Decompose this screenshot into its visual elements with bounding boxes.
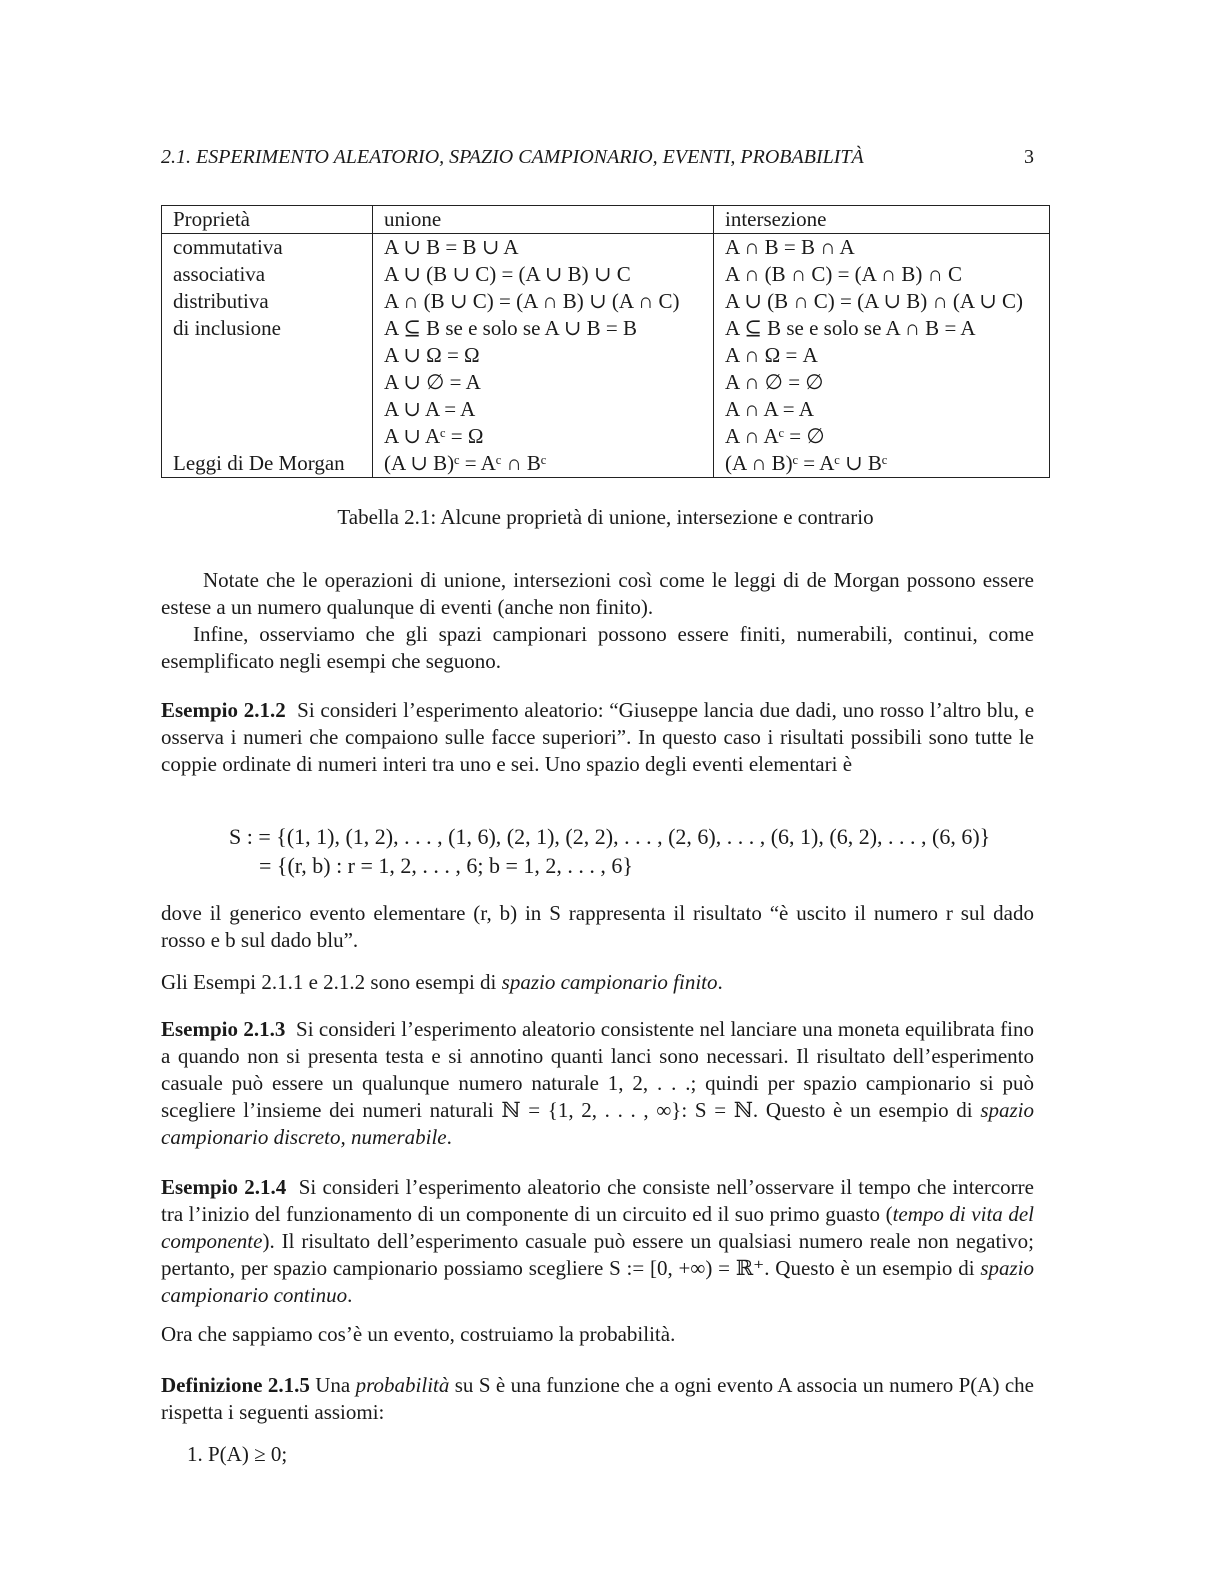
definition-text: Una — [315, 1373, 356, 1397]
paragraph: dove il generico evento elementare (r, b) in S rappresenta il risultato “è uscito il numero r sul dado rosso e b sul dado blu”. — [161, 901, 1034, 952]
example-emphasis: tempo di vita del componente — [161, 1202, 1034, 1253]
property-name — [162, 396, 373, 423]
union-formula: A ∪ ∅ = A — [373, 369, 714, 396]
table-row — [162, 288, 1050, 315]
equation-line: S : = {(1, 1), (1, 2), . . . , (1, 6), (2, 1), (2, 2), . . . , (2, 6), . . . , (6, 1), (6, 2), . . . , (6, 6)} — [229, 824, 991, 849]
example-2-1-4 — [161, 1174, 1034, 1309]
definition-label: Definizione 2.1.5 — [161, 1373, 310, 1397]
example-text: ). Il risultato dell’esperimento casuale può essere un qualsiasi numero reale non negativo; pertanto, per spazio campionario possiamo scegliere S := [0, +∞) = ℝ⁺. Questo è un esempio di — [161, 1229, 1034, 1280]
note-suffix: . — [717, 970, 723, 994]
example-emphasis: spazio campionario discreto, numerabile — [161, 1098, 1034, 1149]
intersection-formula: A ∪ (B ∩ C) = (A ∪ B) ∩ (A ∪ C) — [725, 289, 1023, 313]
table-caption: Tabella 2.1: Alcune proprietà di unione, intersezione e contrario — [337, 505, 874, 529]
definition-text: su S è una funzione che a ogni evento A associa un numero P(A) che rispetta i seguenti assiomi: — [161, 1373, 1034, 1424]
intersection-formula: A ∩ Aᶜ = ∅ — [725, 424, 825, 448]
example-text: Si consideri l’esperimento aleatorio: “Giuseppe lancia due dadi, uno rosso l’altro blu, e osserva i numeri che compaiono sulle facce superiori”. In questo caso i risultati possibili sono tutte le coppie ordinate di numeri interi tra uno e sei. Uno spazio degli eventi elementari è — [161, 698, 1035, 776]
table-row — [162, 450, 1050, 478]
example-emphasis: spazio campionario continuo — [161, 1256, 1034, 1307]
table-row — [162, 423, 1050, 450]
sample-space-equation — [229, 822, 990, 880]
table-header-cell: Proprietà — [162, 206, 373, 234]
equation-line: = {(r, b) : r = 1, 2, . . . , 6; b = 1, 2, . . . , 6} — [259, 853, 633, 878]
union-formula: A ∪ A = A — [373, 396, 714, 423]
property-name: distributiva — [162, 288, 373, 315]
union-formula: A ∪ B = B ∪ A — [373, 234, 714, 262]
union-formula: A ∩ (B ∪ C) = (A ∩ B) ∪ (A ∩ C) — [373, 288, 714, 315]
property-name — [162, 369, 373, 396]
union-formula: A ∪ (B ∪ C) = (A ∪ B) ∪ C — [373, 261, 714, 288]
example-suffix: . — [446, 1125, 452, 1149]
table-header-row — [162, 206, 1050, 234]
definition-2-1-5 — [161, 1372, 1034, 1426]
transition-sentence — [161, 1321, 1034, 1348]
intersection-formula: A ∩ ∅ = ∅ — [725, 370, 824, 394]
definition-emphasis: probabilità — [355, 1373, 450, 1397]
example-label: Esempio 2.1.3 — [161, 1017, 286, 1041]
intersection-formula: A ∩ (B ∩ C) = (A ∩ B) ∩ C — [725, 262, 963, 286]
example-suffix: . — [347, 1283, 353, 1307]
note-emphasis: spazio campionario finito — [501, 970, 718, 994]
table-row — [162, 315, 1050, 342]
example-2-1-2 — [161, 697, 1034, 778]
table-row — [162, 261, 1050, 288]
property-name: associativa — [162, 261, 373, 288]
finite-note — [161, 969, 1034, 996]
union-formula: A ⊆ B se e solo se A ∪ B = B — [373, 315, 714, 342]
table-header-cell: intersezione — [714, 206, 1050, 234]
note-text: Gli Esempi 2.1.1 e 2.1.2 sono esempi di — [161, 970, 502, 994]
property-name: di inclusione — [162, 315, 373, 342]
example-2-1-3 — [161, 1016, 1034, 1151]
table-row — [162, 342, 1050, 369]
intersection-formula: A ∩ A = A — [725, 397, 814, 421]
property-name: commutativa — [162, 234, 373, 262]
intro-paragraphs — [161, 567, 1034, 675]
table-header-cell: unione — [373, 206, 714, 234]
intersection-formula: (A ∩ B)ᶜ = Aᶜ ∪ Bᶜ — [725, 451, 888, 475]
property-name — [162, 342, 373, 369]
union-formula: A ∪ Ω = Ω — [373, 342, 714, 369]
paragraph: Notate che le operazioni di unione, intersezioni così come le leggi di de Morgan possono essere estese a un numero qualunque di eventi (anche non finito). — [161, 568, 1034, 619]
example-label: Esempio 2.1.2 — [161, 698, 286, 722]
paragraph: Ora che sappiamo cos’è un evento, costruiamo la probabilità. — [161, 1322, 676, 1346]
intersection-formula: A ⊆ B se e solo se A ∩ B = A — [725, 316, 976, 340]
running-header — [161, 146, 1034, 169]
axiom-list-item: 1. P(A) ≥ 0; — [187, 1442, 288, 1466]
table-row — [162, 234, 1050, 262]
table-row — [162, 396, 1050, 423]
intersection-formula: A ∩ Ω = A — [725, 343, 818, 367]
properties-table — [161, 205, 1050, 478]
running-title: 2.1. ESPERIMENTO ALEATORIO, SPAZIO CAMPIONARIO, EVENTI, PROBABILITÀ — [161, 146, 864, 168]
page-number: 3 — [1024, 146, 1034, 168]
union-formula: A ∪ Aᶜ = Ω — [373, 423, 714, 450]
intersection-formula: A ∩ B = B ∩ A — [725, 235, 855, 259]
example-text: Si consideri l’esperimento aleatorio che consiste nell’osservare il tempo che intercorre tra l’inizio del funzionamento di un componente di un circuito ed il suo primo guasto ( — [161, 1175, 1034, 1226]
union-formula: (A ∪ B)ᶜ = Aᶜ ∩ Bᶜ — [373, 450, 714, 478]
table-row — [162, 369, 1050, 396]
paragraph: Infine, osserviamo che gli spazi campionari possono essere finiti, numerabili, continui, come esemplificato negli esempi che seguono. — [161, 622, 1034, 673]
property-name — [162, 423, 373, 450]
example-text: Si consideri l’esperimento aleatorio consistente nel lanciare una moneta equilibrata fino a quando non si presenta testa e si annotino quanti lanci sono necessari. Il risultato dell’esperimento casuale può essere un qualunque numero naturale 1, 2, . . .; quindi per spazio campionario si può scegliere l’insieme dei numeri naturali ℕ = {1, 2, . . . , ∞}: S = ℕ. Questo è un esempio di — [161, 1017, 1035, 1122]
example-2-1-2-after — [161, 900, 1034, 954]
example-label: Esempio 2.1.4 — [161, 1175, 287, 1199]
property-name: Leggi di De Morgan — [162, 450, 373, 478]
